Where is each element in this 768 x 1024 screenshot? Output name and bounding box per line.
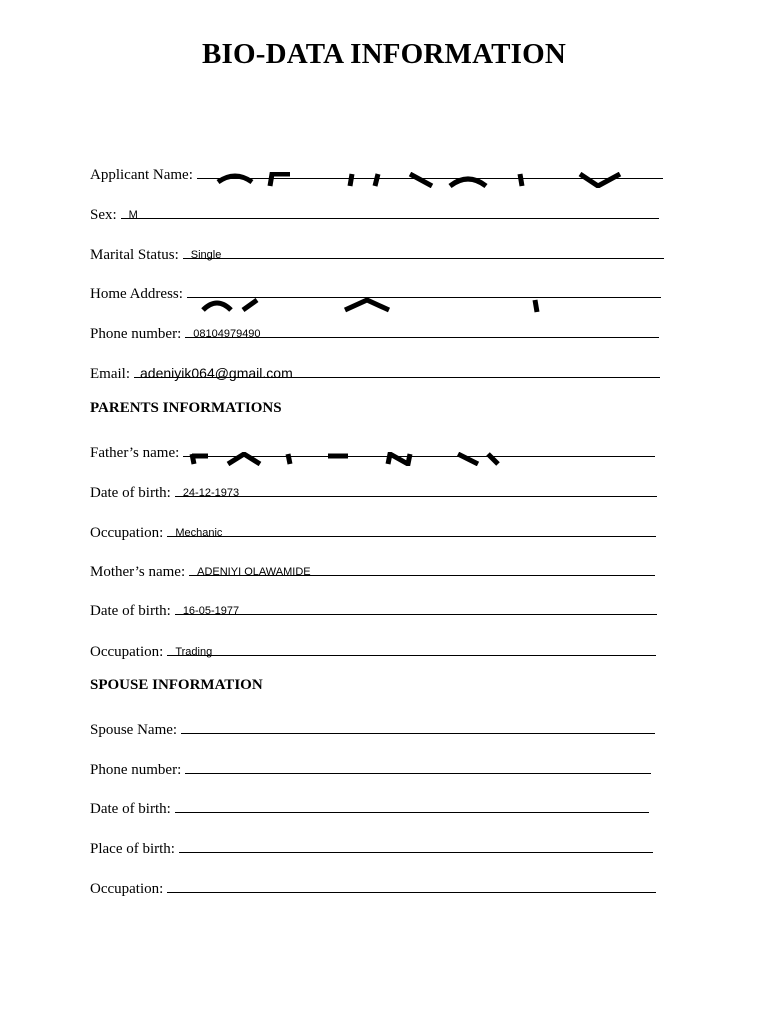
parents-heading: PARENTS INFORMATIONS <box>90 400 282 416</box>
applicant-name-label: Applicant Name: <box>90 167 193 183</box>
phone-field[interactable] <box>185 321 659 338</box>
email-field[interactable] <box>134 361 660 381</box>
email-label: Email: <box>90 366 130 382</box>
mother-name-label: Mother’s name: <box>90 564 186 580</box>
marital-status-field[interactable] <box>183 242 664 259</box>
spouse-occupation-field[interactable] <box>167 876 656 893</box>
email-row <box>90 361 660 383</box>
marital-status-value: Single <box>190 249 222 261</box>
email-value: adeniyik064@gmail.com <box>140 365 293 381</box>
phone-value: 08104979490 <box>193 328 261 340</box>
spouse-occupation-label: Occupation: <box>90 881 164 897</box>
father-name-label: Father’s name: <box>90 445 180 461</box>
spouse-heading: SPOUSE INFORMATION <box>90 677 263 693</box>
spouse-phone-field[interactable] <box>185 757 651 774</box>
spouse-dob-field[interactable] <box>175 796 649 813</box>
mother-occupation-label: Occupation: <box>90 644 164 660</box>
mother-occupation-field[interactable] <box>167 639 656 656</box>
father-occupation-value: Mechanic <box>175 527 223 539</box>
mother-dob-value: 16-05-1977 <box>182 605 240 617</box>
home-address-field[interactable] <box>187 281 661 298</box>
applicant-name-overlap-strokes <box>200 172 640 188</box>
mother-occupation-value: Trading <box>175 646 213 658</box>
father-dob-field[interactable] <box>175 480 657 497</box>
sex-row <box>90 202 659 224</box>
spouse-name-field[interactable] <box>181 717 655 734</box>
spouse-dob-row <box>90 796 649 818</box>
mother-dob-row <box>90 598 657 620</box>
page-title: BIO-DATA INFORMATION <box>201 38 567 70</box>
spouse-name-label: Spouse Name: <box>90 722 178 738</box>
father-occupation-row <box>90 520 656 542</box>
mother-name-field[interactable] <box>189 559 655 576</box>
marital-status-label: Marital Status: <box>90 247 179 263</box>
father-occupation-field[interactable] <box>167 520 656 537</box>
spouse-phone-label: Phone number: <box>90 762 182 778</box>
sex-label: Sex: <box>90 207 117 223</box>
spouse-occupation-row <box>90 876 656 898</box>
spouse-name-row <box>90 717 655 739</box>
home-address-overlap-strokes <box>195 298 595 314</box>
spouse-pob-row <box>90 836 653 858</box>
home-address-label: Home Address: <box>90 286 183 302</box>
father-occupation-label: Occupation: <box>90 525 164 541</box>
father-dob-row <box>90 480 657 502</box>
marital-status-row <box>90 242 664 264</box>
spouse-phone-row <box>90 757 651 779</box>
phone-row <box>90 321 659 343</box>
father-name-overlap-strokes <box>188 452 518 466</box>
spouse-pob-field[interactable] <box>179 836 653 853</box>
mother-name-value: ADENIYI OLAWAMIDE <box>197 566 311 578</box>
sex-value: M <box>128 209 138 221</box>
spouse-pob-label: Place of birth: <box>90 841 175 857</box>
mother-dob-field[interactable] <box>175 598 657 615</box>
father-dob-value: 24-12-1973 <box>182 487 240 499</box>
mother-name-row <box>90 559 655 581</box>
mother-occupation-row <box>90 639 656 661</box>
phone-label: Phone number: <box>90 326 182 342</box>
mother-dob-label: Date of birth: <box>90 603 171 619</box>
father-dob-label: Date of birth: <box>90 485 171 501</box>
spouse-dob-label: Date of birth: <box>90 801 171 817</box>
sex-field[interactable] <box>121 202 659 219</box>
